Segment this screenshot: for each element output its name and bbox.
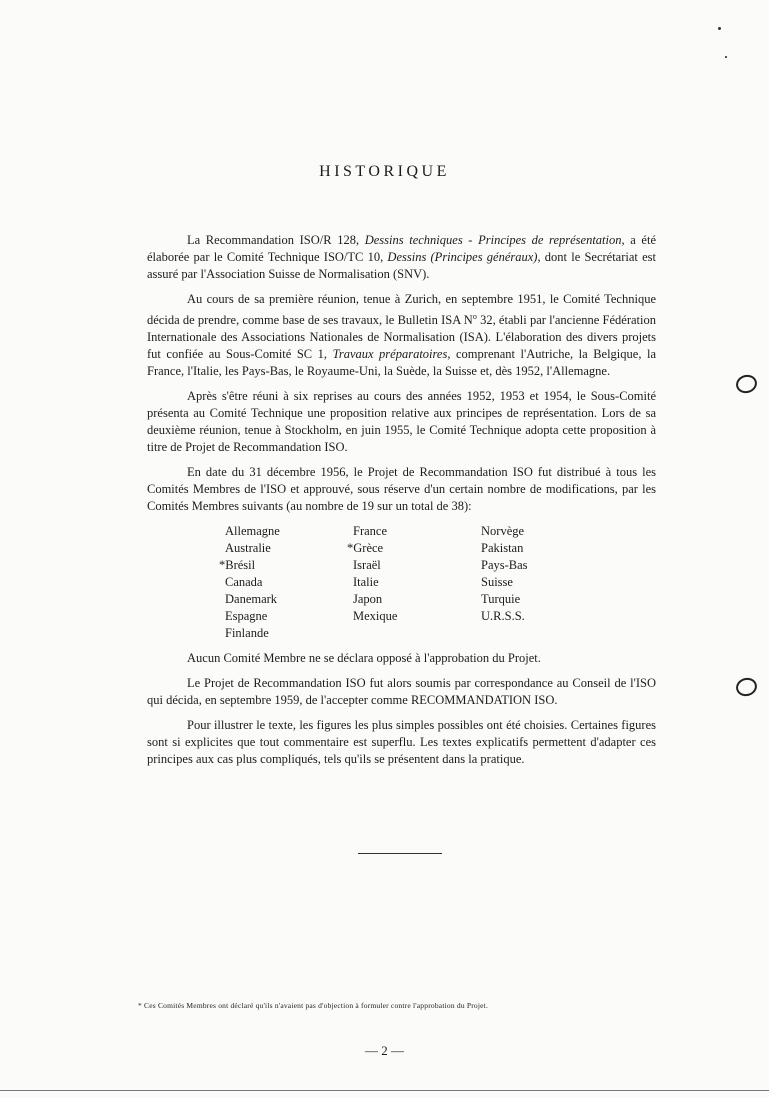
paragraph-subcommittee: Après s'être réuni à six reprises au cours des années 1952, 1953 et 1954, le Sous-Comité présenta au Comité Technique une proposition relative aux principes de représentation. Lors de sa deuxième réunion, tenue à Stockholm, en juin 1955, le Comité Technique adopta cette proposition à titre de Projet de Recommandation ISO. xyxy=(147,389,656,455)
page-bottom-edge xyxy=(0,1090,769,1091)
paragraph-first-meeting xyxy=(147,291,656,380)
text-run: Au cours de sa première réunion, tenue à Zurich, en septembre 1951, le Comité Technique décida de prendre, comme base de ses travaux, le Bulletin ISA N xyxy=(147,292,656,328)
country-item: Finlande xyxy=(225,626,269,641)
country-item: Australie xyxy=(225,541,271,556)
country-item: U.R.S.S. xyxy=(481,609,525,624)
paragraph-recommendation xyxy=(147,232,656,283)
paragraph-no-opposition: Aucun Comité Membre ne se déclara opposé à l'approbation du Projet. xyxy=(187,651,541,666)
country-item: Danemark xyxy=(225,592,278,607)
country-item: Pakistan xyxy=(481,541,524,556)
country-item: Turquie xyxy=(481,592,521,607)
country-item: Israël xyxy=(353,558,381,573)
italic-title: Dessins techniques - Principes de représentation xyxy=(364,233,622,247)
page-number: — 2 — xyxy=(365,1043,404,1058)
text-run: 32, établi par l'ancienne Fédération Internationale des Associations Nationales de Normalisation (ISA). L'élaboration des divers projets fut confiée au Sous-Comité SC 1, xyxy=(147,313,656,362)
paragraph-distribution: En date du 31 décembre 1956, le Projet de Recommandation ISO fut distribué à tous les Comités Membres de l'ISO et approuvé, sous réserve d'un certain nombre de modifications, par les Comités Membres suivants (au nombre de 19 sur un total de 38): xyxy=(147,465,656,514)
punch-hole-mark xyxy=(734,676,759,699)
text-run: , dont le Secrétariat est assuré par l'Association Suisse de Normalisation (SNV). xyxy=(147,250,656,281)
paragraph-figures: Pour illustrer le texte, les figures les plus simples possibles ont été choisies. Certaines figures sont si explicites que tout commentaire est superflu. Les textes explicatifs permettent d'adapter ces principes aux cas plus compliqués, tels qu'ils se présentent dans la pratique. xyxy=(147,718,656,767)
country-item: Canada xyxy=(225,575,263,590)
country-item: Italie xyxy=(353,575,379,590)
country-item: Japon xyxy=(353,592,383,607)
country-item: Allemagne xyxy=(225,524,280,539)
section-divider xyxy=(358,853,442,854)
italic-title: Travaux préparatoires xyxy=(332,347,448,362)
text-run: La Recommandation ISO/R 128, xyxy=(187,233,365,247)
country-item: Suisse xyxy=(481,575,513,590)
scan-speck xyxy=(718,27,721,30)
country-item: Pays-Bas xyxy=(481,558,528,573)
text-run: , comprenant l'Autriche, la Belgique, la France, l'Italie, les Pays-Bas, le Royaume-Uni, la Suède, la Suisse et, dès 1952, l'Allemagne. xyxy=(147,347,656,379)
countries-list xyxy=(219,523,656,642)
text-run: , a été élaborée par le Comité Technique ISO/TC 10, xyxy=(147,233,656,264)
page-title: HISTORIQUE xyxy=(319,163,450,180)
country-item: Norvège xyxy=(481,524,525,539)
superscript: o xyxy=(472,312,477,321)
countries-column-3 xyxy=(481,523,609,642)
country-item: France xyxy=(353,524,388,539)
document-body xyxy=(147,232,656,776)
footnote: * Ces Comités Membres ont déclaré qu'ils n'avaient pas d'objection à formuler contre l'approbation du Projet. xyxy=(138,1001,489,1010)
italic-title: Dessins (Principes généraux) xyxy=(387,250,538,264)
countries-column-2 xyxy=(347,523,481,642)
country-item: Espagne xyxy=(225,609,268,624)
punch-hole-mark xyxy=(734,373,759,396)
scan-speck xyxy=(725,56,727,58)
paragraph-council: Le Projet de Recommandation ISO fut alors soumis par correspondance au Conseil de l'ISO qui décida, en septembre 1959, de l'accepter comme RECOMMANDATION ISO. xyxy=(147,676,656,708)
country-item: *Brésil xyxy=(219,558,256,573)
country-item: Mexique xyxy=(353,609,398,624)
country-item: *Grèce xyxy=(347,541,384,556)
countries-column-1 xyxy=(219,523,353,642)
